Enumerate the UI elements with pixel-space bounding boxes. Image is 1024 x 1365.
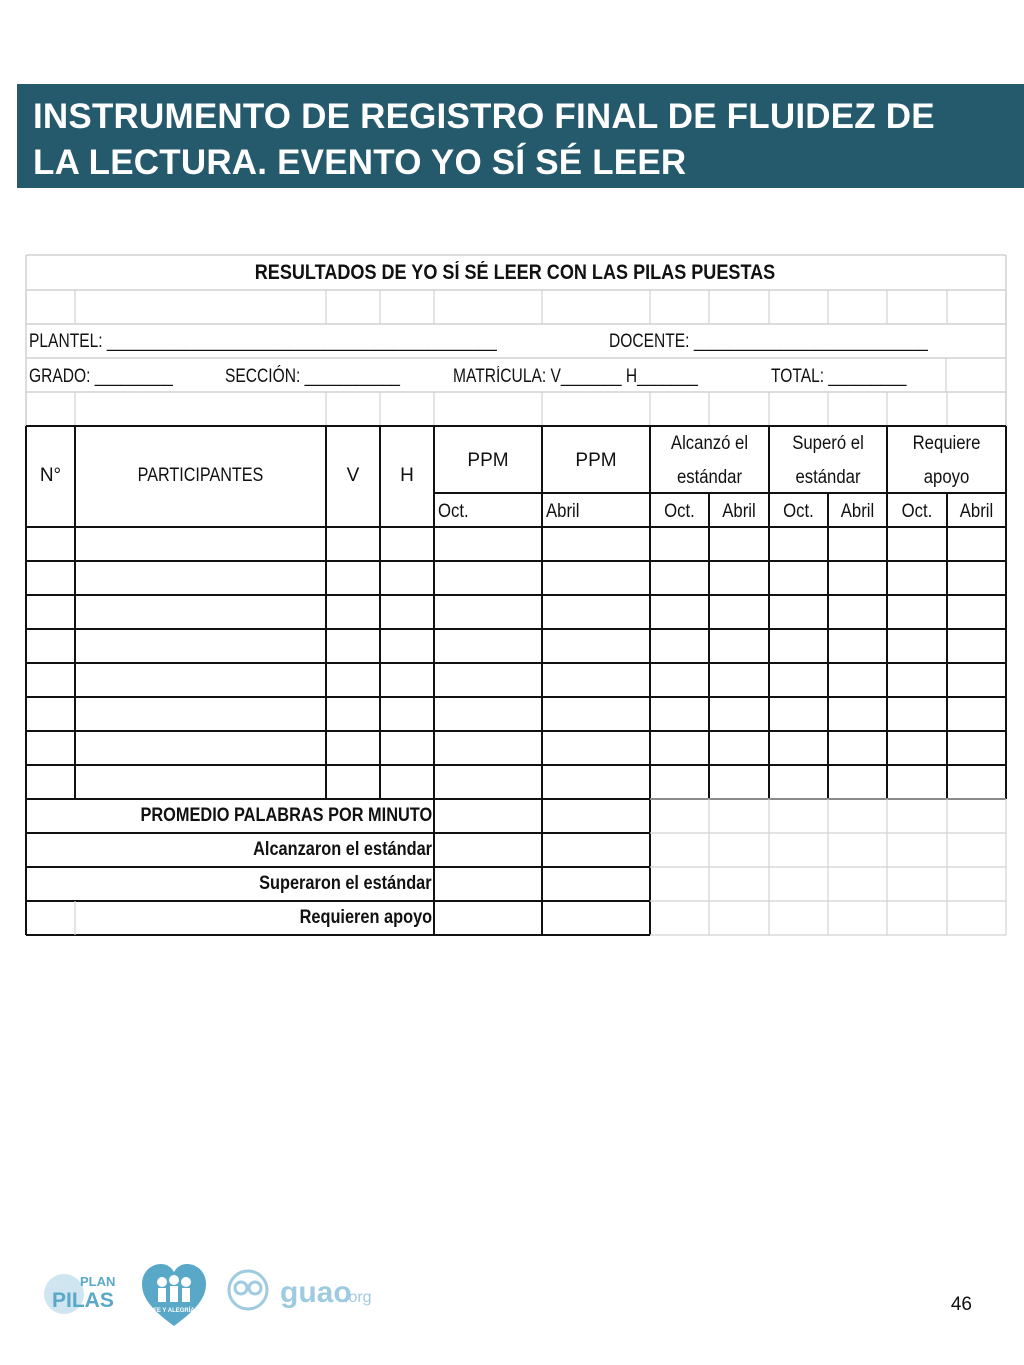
logo-guao-text: guao xyxy=(280,1276,352,1309)
subheader-requiere-abril: Abril xyxy=(959,501,994,522)
subheader-requiere-oct: Oct. xyxy=(901,501,933,522)
header-ppm-oct: PPM xyxy=(467,450,509,471)
summary-promedio: PROMEDIO PALABRAS POR MINUTO xyxy=(140,805,432,826)
grado-field[interactable]: GRADO: _________ xyxy=(29,366,173,387)
header-ppm-abril: PPM xyxy=(575,450,617,471)
header-requiere-line2: apoyo xyxy=(923,467,970,488)
header-supero-line1: Superó el xyxy=(792,433,864,454)
header-supero-line2: estándar xyxy=(795,467,861,488)
docente-field[interactable]: DOCENTE: ___________________________ xyxy=(609,331,928,352)
fe-y-alegria-logo xyxy=(142,1264,206,1326)
banner-title-line-1: INSTRUMENTO DE REGISTRO FINAL DE FLUIDEZ DE xyxy=(33,97,935,136)
page-number: 46 xyxy=(950,1294,972,1315)
summary-alcanzaron: Alcanzaron el estándar xyxy=(253,839,432,860)
header-v: V xyxy=(346,465,360,486)
plantel-field[interactable]: PLANTEL: _____________________________________________ xyxy=(29,331,497,352)
form-title: RESULTADOS DE YO SÍ SÉ LEER CON LAS PILAS PUESTAS xyxy=(254,261,776,284)
summary-requieren: Requieren apoyo xyxy=(299,907,432,928)
banner-title-line-2: LA LECTURA. EVENTO YO SÍ SÉ LEER xyxy=(33,143,687,182)
subheader-supero-abril: Abril xyxy=(840,501,875,522)
logo-fe-text: FE Y ALEGRÍA xyxy=(153,1308,195,1314)
header-alcanzo-line2: estándar xyxy=(676,467,743,488)
logo-plan-text: PLAN xyxy=(80,1274,116,1289)
subheader-supero-oct: Oct. xyxy=(783,501,814,522)
header-num: N° xyxy=(39,465,62,486)
subheader-ppm-oct: Oct. xyxy=(438,501,469,522)
summary-superaron: Superaron el estándar xyxy=(259,873,432,894)
footer-logos xyxy=(42,1262,402,1332)
header-alcanzo-line1: Alcanzó el xyxy=(670,433,749,454)
plan-pilas-logo xyxy=(44,1274,115,1314)
header-requiere-line1: Requiere xyxy=(912,433,981,454)
subheader-ppm-abril: Abril xyxy=(546,501,580,522)
header-participantes: PARTICIPANTES xyxy=(137,465,264,486)
subheader-alcanzo-abril: Abril xyxy=(722,501,756,522)
header-h: H xyxy=(400,465,414,486)
subheader-alcanzo-oct: Oct. xyxy=(664,501,695,522)
logo-pilas-text: PILAS xyxy=(52,1289,114,1312)
logo-guao-suffix: .org xyxy=(344,1289,372,1306)
total-field[interactable]: TOTAL: _________ xyxy=(771,366,907,387)
guao-logo xyxy=(229,1271,372,1309)
seccion-field[interactable]: SECCIÓN: ___________ xyxy=(225,366,400,387)
matricula-field[interactable]: MATRÍCULA: V_______ H_______ xyxy=(453,366,698,387)
